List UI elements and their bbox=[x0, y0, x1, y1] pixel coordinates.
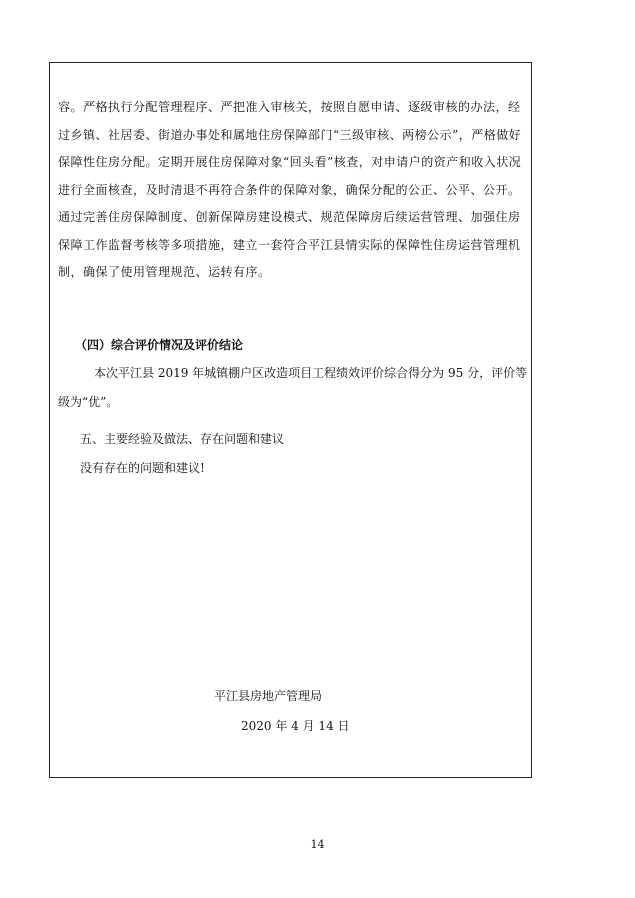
section-4-heading: （四）综合评价情况及评价结论 bbox=[75, 338, 244, 352]
signature-organization: 平江县房地产管理局 bbox=[214, 689, 323, 703]
paragraph-distribution-management: 容。严格执行分配管理程序、严把准入审核关，按照自愿申请、逐级审核的办法，经过乡镇、社居委、街道办事处和属地住房保障部门“三级审核、两榜公示”，严格做好保障性住房分配。定期开展住房保障对象“回头看”核查，对申请户的资产和收入状况进行全面核查，及时清退不再符合条件的保障对象，确保分配的公正、公平、公开。通过完善住房保障制度、创新保障房建设模式、规范保障房后续运营管理、加强住房保障工作监督考核等多项措施，建立一套符合平江县情实际的保障性住房运营管理机制，确保了使用管理规范、运转有序。 bbox=[58, 100, 522, 279]
section-4-text-line-1: 本次平江县 2019 年城镇棚户区改造项目工程绩效评价综合得分为 95 分，评价等 bbox=[94, 366, 528, 380]
page-number: 14 bbox=[310, 838, 325, 851]
section-5-text: 没有存在的问题和建议! bbox=[80, 461, 205, 475]
section-4-text-line-2: 级为“优”。 bbox=[58, 395, 119, 409]
section-5-heading: 五、主要经验及做法、存在问题和建议 bbox=[80, 432, 285, 446]
signature-date: 2020 年 4 月 14 日 bbox=[241, 719, 350, 733]
